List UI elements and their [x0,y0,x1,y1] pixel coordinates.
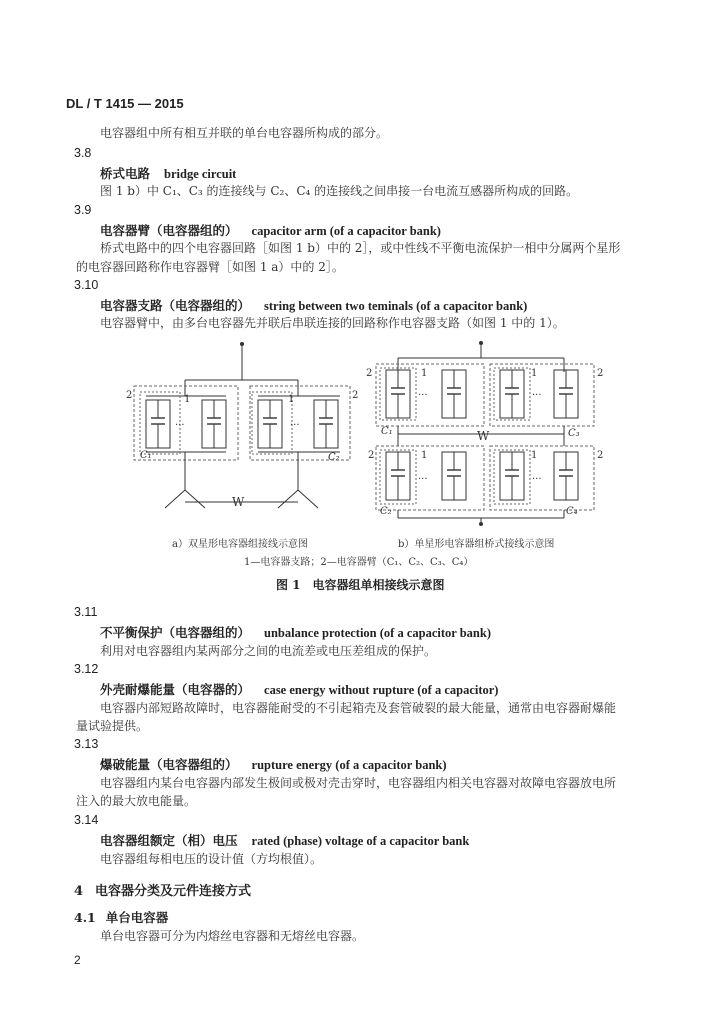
definition-3-13-line2: 注入的最大放电能量。 [76,794,197,808]
section-4-heading [74,880,251,899]
term-cn: 电容器支路（电容器组的） [100,298,251,313]
definition-3-11: 利用对电容器组内某两部分之间的电流差或电压差组成的保护。 [100,644,437,658]
section-4-1-title: 单台电容器 [105,910,169,925]
definition-3-9-line2: 的电容器回路称作电容器臂［如图 1 a）中的 2］。 [76,260,344,274]
section-number-3-13: 3.13 [74,737,99,751]
term-en: rupture energy (of a capacitor bank) [251,758,447,772]
term-en: string between two teminals (of a capacitor bank) [264,299,528,313]
label-2-b-tl: 2 [366,368,373,379]
label-2-b-tr: 2 [597,368,604,379]
label-c1-b: C₁ [381,426,393,437]
term-cn: 桥式电路 [100,166,151,181]
label-w-a: W [232,495,245,509]
dots-b-bl: ··· [418,474,428,485]
label-1-a-left: 1 [184,394,191,405]
label-2-b-bl: 2 [368,450,375,461]
label-c3-b: C₃ [568,428,580,439]
label-c4-b: C₄ [566,506,578,517]
term-3-14 [100,831,469,849]
definition-3-12-line1: 电容器内部短路故障时，电容器能耐受的不引起箱壳及套管破裂的最大能量，通常由电容器耐爆能 [100,701,617,715]
dots-a-left: ··· [175,420,185,431]
dots-b-br: ··· [532,474,542,485]
section-4-1-heading [74,908,168,926]
term-en: bridge circuit [164,167,237,181]
figure-a-double-star [134,342,350,508]
figure-legend: 1—电容器支路；2—电容器臂（C₁、C₂、C₃、C₄） [244,557,474,568]
section-number-3-9: 3.9 [74,203,92,217]
term-cn: 爆破能量（电容器组的） [100,757,238,772]
term-3-12 [100,680,498,698]
term-cn: 外壳耐爆能量（电容器的） [100,682,251,697]
label-1-b-br: 1 [531,450,538,461]
section-number-3-12: 3.12 [74,662,99,676]
document-header: DL / T 1415 — 2015 [66,96,184,111]
definition-3-12-line2: 量试验提供。 [76,719,149,733]
caption-a: a）双星形电容器组接线示意图 [172,539,308,550]
term-en: unbalance protection (of a capacitor bank) [264,626,491,640]
label-2-a-left: 2 [126,390,133,401]
term-en: rated (phase) voltage of a capacitor bank [251,834,470,848]
section-4-1-number: 4.1 [74,910,96,925]
label-c2-a: C₂ [328,452,340,463]
label-c2-b: C₂ [380,506,392,517]
label-2-a-right: 2 [352,390,359,401]
label-1-b-tr: 1 [531,368,538,379]
label-c1-a: C₁ [140,450,152,461]
label-1-a-right: 1 [288,394,295,405]
term-cn: 不平衡保护（电容器组的） [100,625,251,640]
intro-text: 电容器组中所有相互并联的单台电容器所构成的部分。 [100,126,389,140]
section-4-number: 4 [74,884,84,899]
label-1-b-tl: 1 [421,368,428,379]
section-number-3-11: 3.11 [74,605,98,619]
term-en: capacitor arm (of a capacitor bank) [251,224,441,238]
term-3-13 [100,755,447,773]
term-cn: 电容器组额定（相）电压 [100,833,238,848]
definition-3-8: 图 1 b）中 C₁、C₃ 的连接线与 C₂、C₄ 的连接线之间串接一台电流互感器所构成的回路。 [100,184,579,198]
section-number-3-10: 3.10 [74,278,99,292]
figure-title: 图 1 电容器组单相接线示意图 [276,578,445,592]
term-en: case energy without rupture (of a capacitor) [264,683,499,697]
page-number: 2 [74,953,81,967]
section-4-title: 电容器分类及元件连接方式 [95,884,252,899]
definition-3-13-line1: 电容器组内某台电容器内部发生极间或极对壳击穿时，电容器组内相关电容器对故障电容器放电所 [100,776,617,790]
term-3-11 [100,623,491,641]
label-w-b: W [477,429,490,443]
label-2-b-br: 2 [597,450,604,461]
section-number-3-14: 3.14 [74,813,99,827]
term-cn: 电容器臂（电容器组的） [100,223,238,238]
definition-3-9-line1: 桥式电路中的四个电容器回路［如图 1 b）中的 2］，或中性线不平衡电流保护一相中分属两个星形 [100,241,621,255]
dots-a-right: ··· [290,420,300,431]
definition-4-1: 单台电容器可分为内熔丝电容器和无熔丝电容器。 [100,929,365,943]
section-number-3-8: 3.8 [74,146,92,160]
definition-3-14: 电容器组每相电压的设计值（方均根值）。 [100,852,323,866]
dots-b-tl: ··· [418,390,428,401]
label-1-b-bl: 1 [421,450,428,461]
caption-b: b）单星形电容器组桥式接线示意图 [398,539,555,550]
definition-3-10: 电容器臂中，由多台电容器先并联后串联连接的回路称作电容器支路（如图 1 中的 1）。 [100,316,565,330]
dots-b-tr: ··· [532,390,542,401]
